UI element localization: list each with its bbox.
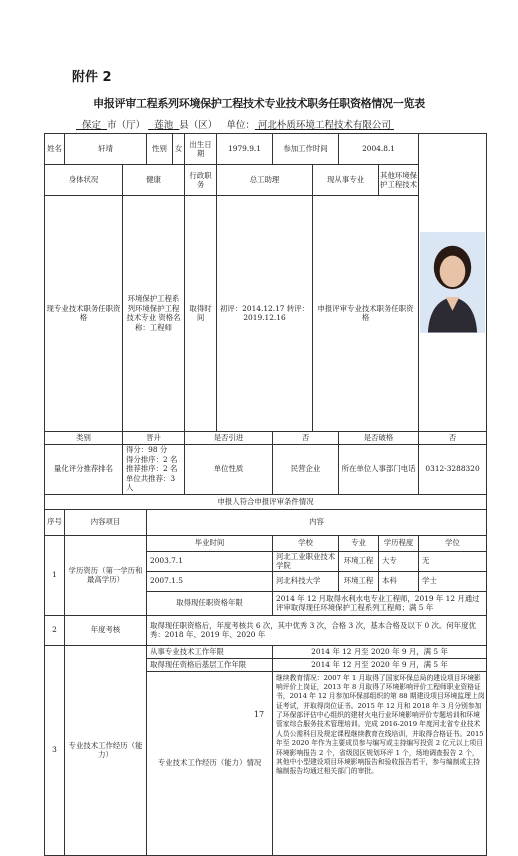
introduced-value: 否 bbox=[273, 431, 339, 444]
health-label: 身体状况 bbox=[45, 165, 123, 196]
county-unit: 县（区） bbox=[179, 120, 218, 131]
birth-label: 出生日期 bbox=[185, 134, 217, 165]
category-label: 类别 bbox=[45, 431, 123, 444]
obtain-time-label: 取得时间 bbox=[185, 196, 217, 432]
unit-nature-value: 民营企业 bbox=[273, 444, 339, 494]
title-years-value: 2014 年 12 月取得水利水电专业工程师，2019 年 12 月通过评审取得现任环境保护工程系列工程师；满 5 年 bbox=[273, 591, 487, 615]
admin-post-label: 行政职务 bbox=[185, 165, 217, 196]
introduced-label: 是否引进 bbox=[185, 431, 273, 444]
assessment-label: 年度考核 bbox=[65, 615, 147, 645]
score-value: 得分：98 分 bbox=[126, 445, 168, 455]
health-value: 健康 bbox=[123, 165, 185, 196]
score-rank: 得分排序：2 名 bbox=[126, 454, 178, 464]
assessment-no: 2 bbox=[45, 615, 65, 645]
current-major-value: 其他环境保护工程技术 bbox=[379, 165, 419, 196]
edu-row2-time: 2007.1.5 bbox=[147, 571, 273, 591]
edu-row1-degree: 无 bbox=[419, 551, 487, 571]
name-value: 轩靖 bbox=[65, 134, 147, 165]
edu-row2-level: 本科 bbox=[379, 571, 419, 591]
grassroots-years-label: 取得现任资格后基层工作年限 bbox=[147, 658, 273, 671]
name-label: 姓名 bbox=[45, 134, 65, 165]
gender-label: 性别 bbox=[147, 134, 173, 165]
score-block bbox=[123, 444, 185, 494]
county: 莲池 bbox=[154, 120, 174, 131]
apply-title-label: 申报评审专业技术职务任职资格 bbox=[313, 196, 419, 432]
hr-phone-value: 0312-3288320 bbox=[419, 444, 487, 494]
col-item-header: 内容项目 bbox=[65, 509, 147, 535]
grassroots-years-value: 2014 年 12 月至 2020 年 9 月，满 5 年 bbox=[273, 658, 487, 671]
obtain-time-value: 初评：2014.12.17 转评：2019.12.16 bbox=[217, 196, 313, 432]
edu-row2-degree: 学士 bbox=[419, 571, 487, 591]
experience-label: 专业技术工作经历（能力） bbox=[65, 645, 147, 855]
edu-row1-major: 环境工程 bbox=[339, 551, 379, 571]
education-label: 学历资历（第一学历和最高学历） bbox=[65, 535, 147, 615]
birth-value: 1979.9.1 bbox=[217, 134, 273, 165]
city: 保定 bbox=[82, 120, 102, 131]
current-title-label: 现专业技术职务任职资格 bbox=[45, 196, 123, 432]
edu-row1-school: 河北工业职业技术学院 bbox=[273, 551, 339, 571]
work-years-label: 从事专业技术工作年限 bbox=[147, 645, 273, 658]
experience-detail-label: 专业技术工作经历（能力）情况 bbox=[147, 671, 273, 855]
unit-name: 河北朴质环境工程技术有限公司 bbox=[257, 120, 391, 131]
attachment-label: 附件 2 bbox=[72, 70, 112, 85]
gender-value: 女 bbox=[173, 134, 185, 165]
page-number: 17 bbox=[253, 710, 265, 719]
experience-no: 3 bbox=[45, 645, 65, 855]
assessment-value: 取得现任职资格后，年度考核共 6 次，其中优秀 3 次，合格 3 次，基本合格及以下 0 次。何年度优秀：2018 年、2019 年、2020 年 bbox=[147, 615, 487, 645]
unit-nature-label: 单位性质 bbox=[185, 444, 273, 494]
exceptional-label: 是否破格 bbox=[339, 431, 419, 444]
experience-detail-value: 继续教育情况：2007 年 1 月取得了国家环保总局的建设项目环境影响评价上岗证，2013 年 8 月取得了环境影响评价工程师职业资格证书，2014 年 12 月参加环保部组织的第 88 期建设项目环境监理上岗证考试，并取得岗位证书。2015 年 12 月和 2018 年 3 月分别参加了环保部评估中心组织的建材火电行业环境影响评价专题培训和环境管家综合服务技术管理培训。完成 2016-2019 年度河北省专业技术人员公需科目及规定课程继续教育在线培训，并取得合格证书。2015 年至 2020 年作为主要成员参与编写或主持编写投资 2 亿元以上项目环境影响报告 2 个，省级园区规划环评 1 个，场地调查报告 2 个，其他中小型建设项目环境影响报告和验收报告若干，参与编制或主持编制报告均通过相关部门的审批。 bbox=[273, 671, 487, 855]
education-no: 1 bbox=[45, 535, 65, 615]
edu-row1-level: 大专 bbox=[379, 551, 419, 571]
category-value: 晋升 bbox=[123, 431, 185, 444]
edu-header-grad-time: 毕业时间 bbox=[147, 535, 273, 551]
edu-header-degree: 学位 bbox=[419, 535, 487, 551]
applicant-photo bbox=[420, 232, 485, 332]
hr-phone-label: 所在单位人事部门电话 bbox=[339, 444, 419, 494]
current-title-value: 环境保护工程系列环境保护工程技术专业 资格名称：工程师 bbox=[123, 196, 185, 432]
current-major-label: 现从事专业 bbox=[313, 165, 379, 196]
application-form bbox=[44, 133, 487, 856]
recommend-rank: 推荐排序：2 名 bbox=[126, 464, 178, 474]
edu-row2-school: 河北科技大学 bbox=[273, 571, 339, 591]
edu-header-major: 专业 bbox=[339, 535, 379, 551]
title-years-label: 取得现任职资格年限 bbox=[147, 591, 273, 615]
city-unit: 市（厅） bbox=[107, 120, 146, 131]
admin-post-value: 总工助理 bbox=[217, 165, 313, 196]
col-no-header: 序号 bbox=[45, 509, 65, 535]
edu-row1-time: 2003.7.1 bbox=[147, 551, 273, 571]
recommend-total: 单位共推荐：3 人 bbox=[126, 473, 176, 493]
score-label: 量化评分推荐排名 bbox=[45, 444, 123, 494]
unit-label: 单位： bbox=[226, 120, 255, 131]
header-line bbox=[76, 117, 394, 131]
exceptional-value: 否 bbox=[419, 431, 487, 444]
work-start-label: 参加工作时间 bbox=[273, 134, 339, 165]
edu-header-level: 学历程度 bbox=[379, 535, 419, 551]
edu-row2-major: 环境工程 bbox=[339, 571, 379, 591]
work-years-value: 2014 年 12 月至 2020 年 9 月，满 5 年 bbox=[273, 645, 487, 658]
edu-header-school: 学校 bbox=[273, 535, 339, 551]
page-title: 申报评审工程系列环境保护工程技术专业技术职务任职资格情况一览表 bbox=[93, 97, 425, 110]
photo-cell bbox=[419, 134, 487, 432]
col-content-header: 内容 bbox=[147, 509, 487, 535]
conditions-section-title: 申报人符合申报评审条件情况 bbox=[45, 494, 487, 509]
work-start-value: 2004.8.1 bbox=[339, 134, 419, 165]
